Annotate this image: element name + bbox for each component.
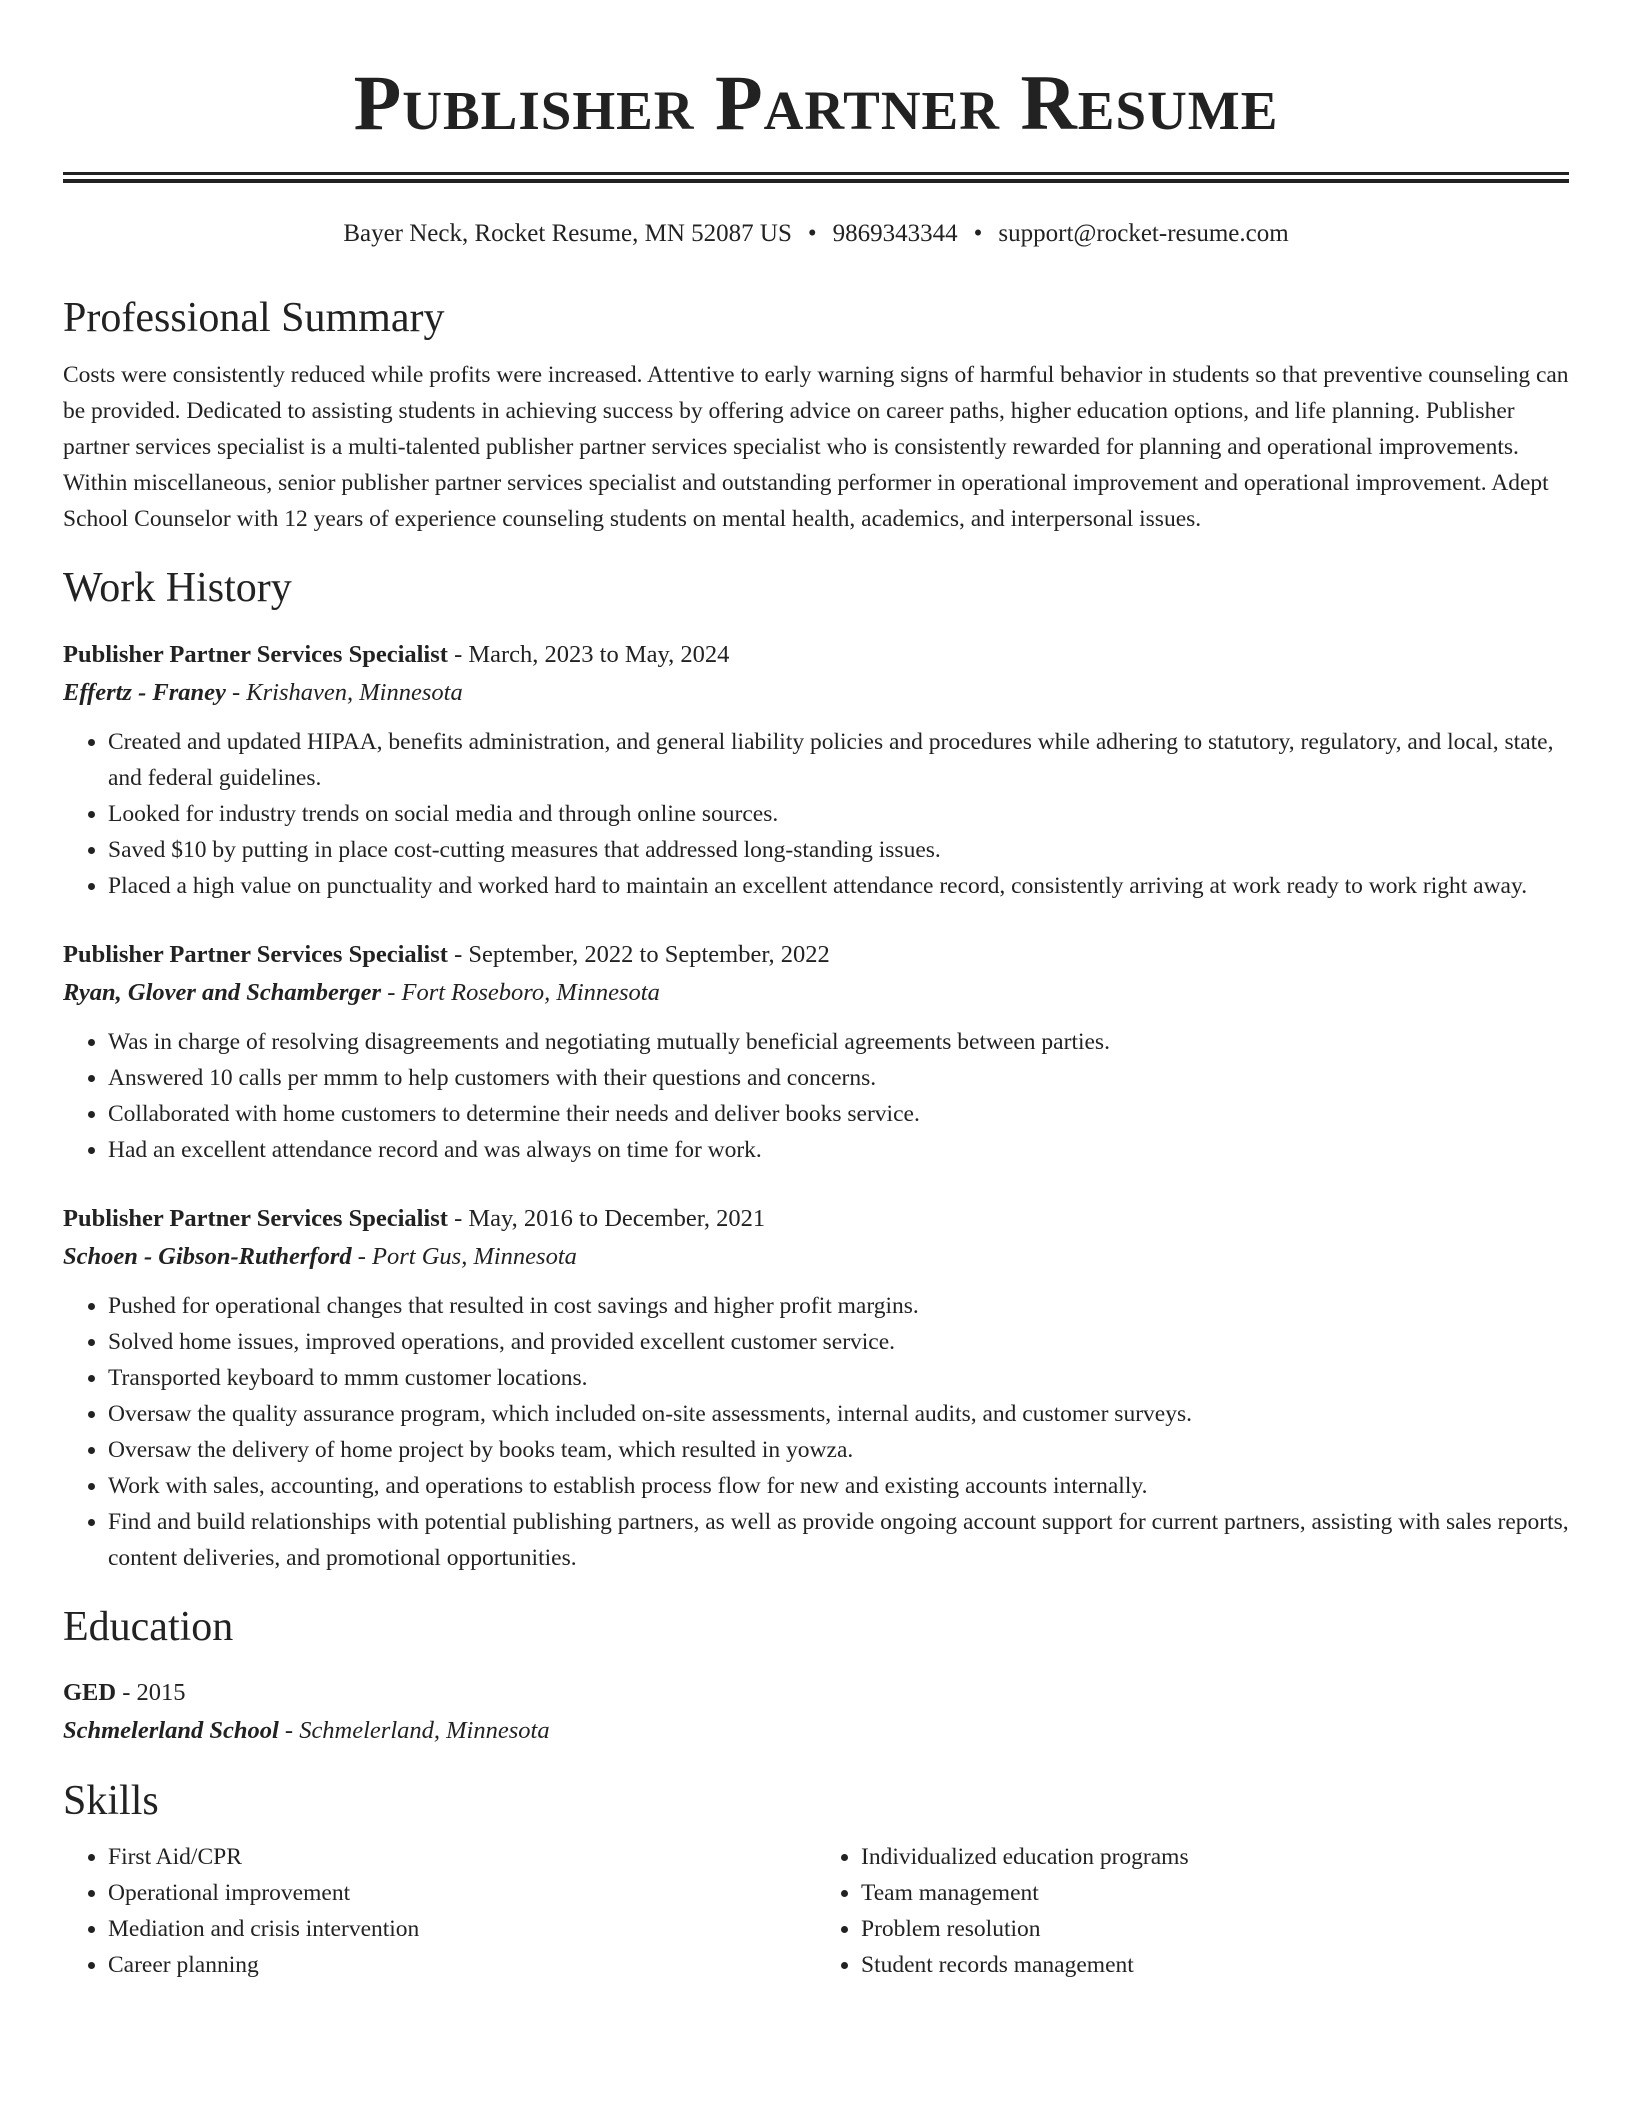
school-name: Schmelerland School	[63, 1717, 279, 1745]
skill-item: • First Aid/CPR	[108, 1839, 816, 1875]
company-line: Ryan, Glover and Schamberger - Fort Roseboro, Minnesota	[63, 978, 660, 1006]
job-title: Publisher Partner Services Specialist	[63, 640, 448, 668]
degree-line: GED - 2015	[63, 1679, 186, 1707]
company-name: Effertz - Franey	[63, 678, 226, 706]
skills-grid	[63, 1839, 1569, 1983]
degree-year: 2015	[136, 1679, 186, 1707]
job-title-line: Publisher Partner Services Specialist - March, 2023 to May, 2024	[63, 640, 730, 668]
list-item: • Oversaw the quality assurance program, which included on-site assessments, internal audits, and customer surveys.	[108, 1396, 1569, 1432]
skill-item: • Individualized education programs	[861, 1839, 1569, 1875]
list-item: • Solved home issues, improved operations, and provided excellent customer service.	[108, 1324, 1569, 1360]
education-entry	[63, 1674, 1569, 1750]
skill-item: • Mediation and crisis intervention	[108, 1911, 816, 1947]
company-name: Ryan, Glover and Schamberger	[63, 978, 382, 1006]
job-title: Publisher Partner Services Specialist	[63, 1204, 448, 1232]
job-duties	[63, 1024, 1569, 1168]
skills-heading: Skills	[63, 1778, 159, 1825]
contact-email: support@rocket-resume.com	[998, 220, 1289, 247]
list-item: • Looked for industry trends on social media and through online sources.	[108, 796, 1569, 832]
skill-item: • Team management	[861, 1875, 1569, 1911]
education-section	[63, 1602, 1569, 1750]
skill-item: • Operational improvement	[108, 1875, 816, 1911]
list-item: • Work with sales, accounting, and operations to establish process flow for new and existing accounts internally.	[108, 1468, 1569, 1504]
summary-heading: Professional Summary	[63, 295, 445, 341]
skills-column-left	[63, 1839, 816, 1983]
list-item: • Saved $10 by putting in place cost-cutting measures that addressed long-standing issues.	[108, 832, 1569, 868]
education-heading: Education	[63, 1603, 234, 1650]
school-line: Schmelerland School - Schmelerland, Minnesota	[63, 1717, 550, 1745]
job-entry	[63, 1200, 1569, 1576]
page-title: Publisher Partner Resume	[353, 59, 1279, 146]
contact-separator: •	[973, 220, 983, 247]
list-item: • Transported keyboard to mmm customer locations.	[108, 1360, 1569, 1396]
list-item: • Find and build relationships with potential publishing partners, as well as provide ongoing account support for current partners, assisting with sales reports, content deliveries, and promotional opportunities.	[108, 1504, 1569, 1576]
list-item: • Collaborated with home customers to determine their needs and deliver books service.	[108, 1096, 1569, 1132]
company-location: Port Gus, Minnesota	[372, 1242, 577, 1270]
job-title-line: Publisher Partner Services Specialist - September, 2022 to September, 2022	[63, 940, 830, 968]
list-item: • Pushed for operational changes that resulted in cost savings and higher profit margins.	[108, 1288, 1569, 1324]
company-name: Schoen - Gibson-Rutherford	[63, 1242, 352, 1270]
job-duties	[63, 724, 1569, 904]
summary-text: Costs were consistently reduced while profits were increased. Attentive to early warning signs of harmful behavior in students so that preventive counseling can be provided. Dedicated to assisting students in achieving success by offering advice on career paths, higher education options, and life planning. Publisher partner services specialist is a multi-talented publisher partner services specialist who is consistently rewarded for planning and operational improvements. Within miscellaneous, senior publisher partner services specialist and outstanding performer in operational improvement and operational improvement. Adept School Counselor with 12 years of experience counseling students on mental health, academics, and interpersonal issues.	[63, 362, 1569, 533]
skills-column-right	[816, 1839, 1569, 1983]
list-item: • Answered 10 calls per mmm to help customers with their questions and concerns.	[108, 1060, 1569, 1096]
job-dates: March, 2023 to May, 2024	[468, 640, 730, 668]
list-item: • Oversaw the delivery of home project by books team, which resulted in yowza.	[108, 1432, 1569, 1468]
job-title: Publisher Partner Services Specialist	[63, 940, 448, 968]
title-divider	[63, 172, 1569, 183]
skill-item: • Career planning	[108, 1947, 816, 1983]
job-entry	[63, 936, 1569, 1168]
summary-section	[63, 293, 1569, 537]
job-duties	[63, 1288, 1569, 1576]
skill-item: • Problem resolution	[861, 1911, 1569, 1947]
list-item: • Created and updated HIPAA, benefits administration, and general liability policies and procedures while adhering to statutory, regulatory, and local, state, and federal guidelines.	[108, 724, 1569, 796]
job-dates: May, 2016 to December, 2021	[468, 1204, 766, 1232]
company-line: Effertz - Franey - Krishaven, Minnesota	[63, 678, 463, 706]
list-item: • Was in charge of resolving disagreements and negotiating mutually beneficial agreements between parties.	[108, 1024, 1569, 1060]
job-entry	[63, 636, 1569, 904]
work-history-section	[63, 563, 1569, 1575]
company-location: Fort Roseboro, Minnesota	[401, 978, 660, 1006]
skills-section	[63, 1776, 1569, 1982]
contact-phone: 9869343344	[832, 220, 958, 247]
job-title-line: Publisher Partner Services Specialist - May, 2016 to December, 2021	[63, 1204, 766, 1232]
degree-name: GED	[63, 1679, 117, 1707]
list-item: • Placed a high value on punctuality and worked hard to maintain an excellent attendance record, consistently arriving at work ready to work right away.	[108, 868, 1569, 904]
work-history-heading: Work History	[63, 565, 292, 612]
contact-address: Bayer Neck, Rocket Resume, MN 52087 US	[343, 220, 792, 247]
company-location: Krishaven, Minnesota	[246, 678, 463, 706]
skill-item: • Student records management	[861, 1947, 1569, 1983]
company-line: Schoen - Gibson-Rutherford - Port Gus, Minnesota	[63, 1242, 577, 1270]
contact-line	[63, 219, 1569, 249]
contact-separator: •	[807, 220, 817, 247]
list-item: • Had an excellent attendance record and was always on time for work.	[108, 1132, 1569, 1168]
job-dates: September, 2022 to September, 2022	[468, 940, 830, 968]
school-location: Schmelerland, Minnesota	[299, 1717, 550, 1745]
